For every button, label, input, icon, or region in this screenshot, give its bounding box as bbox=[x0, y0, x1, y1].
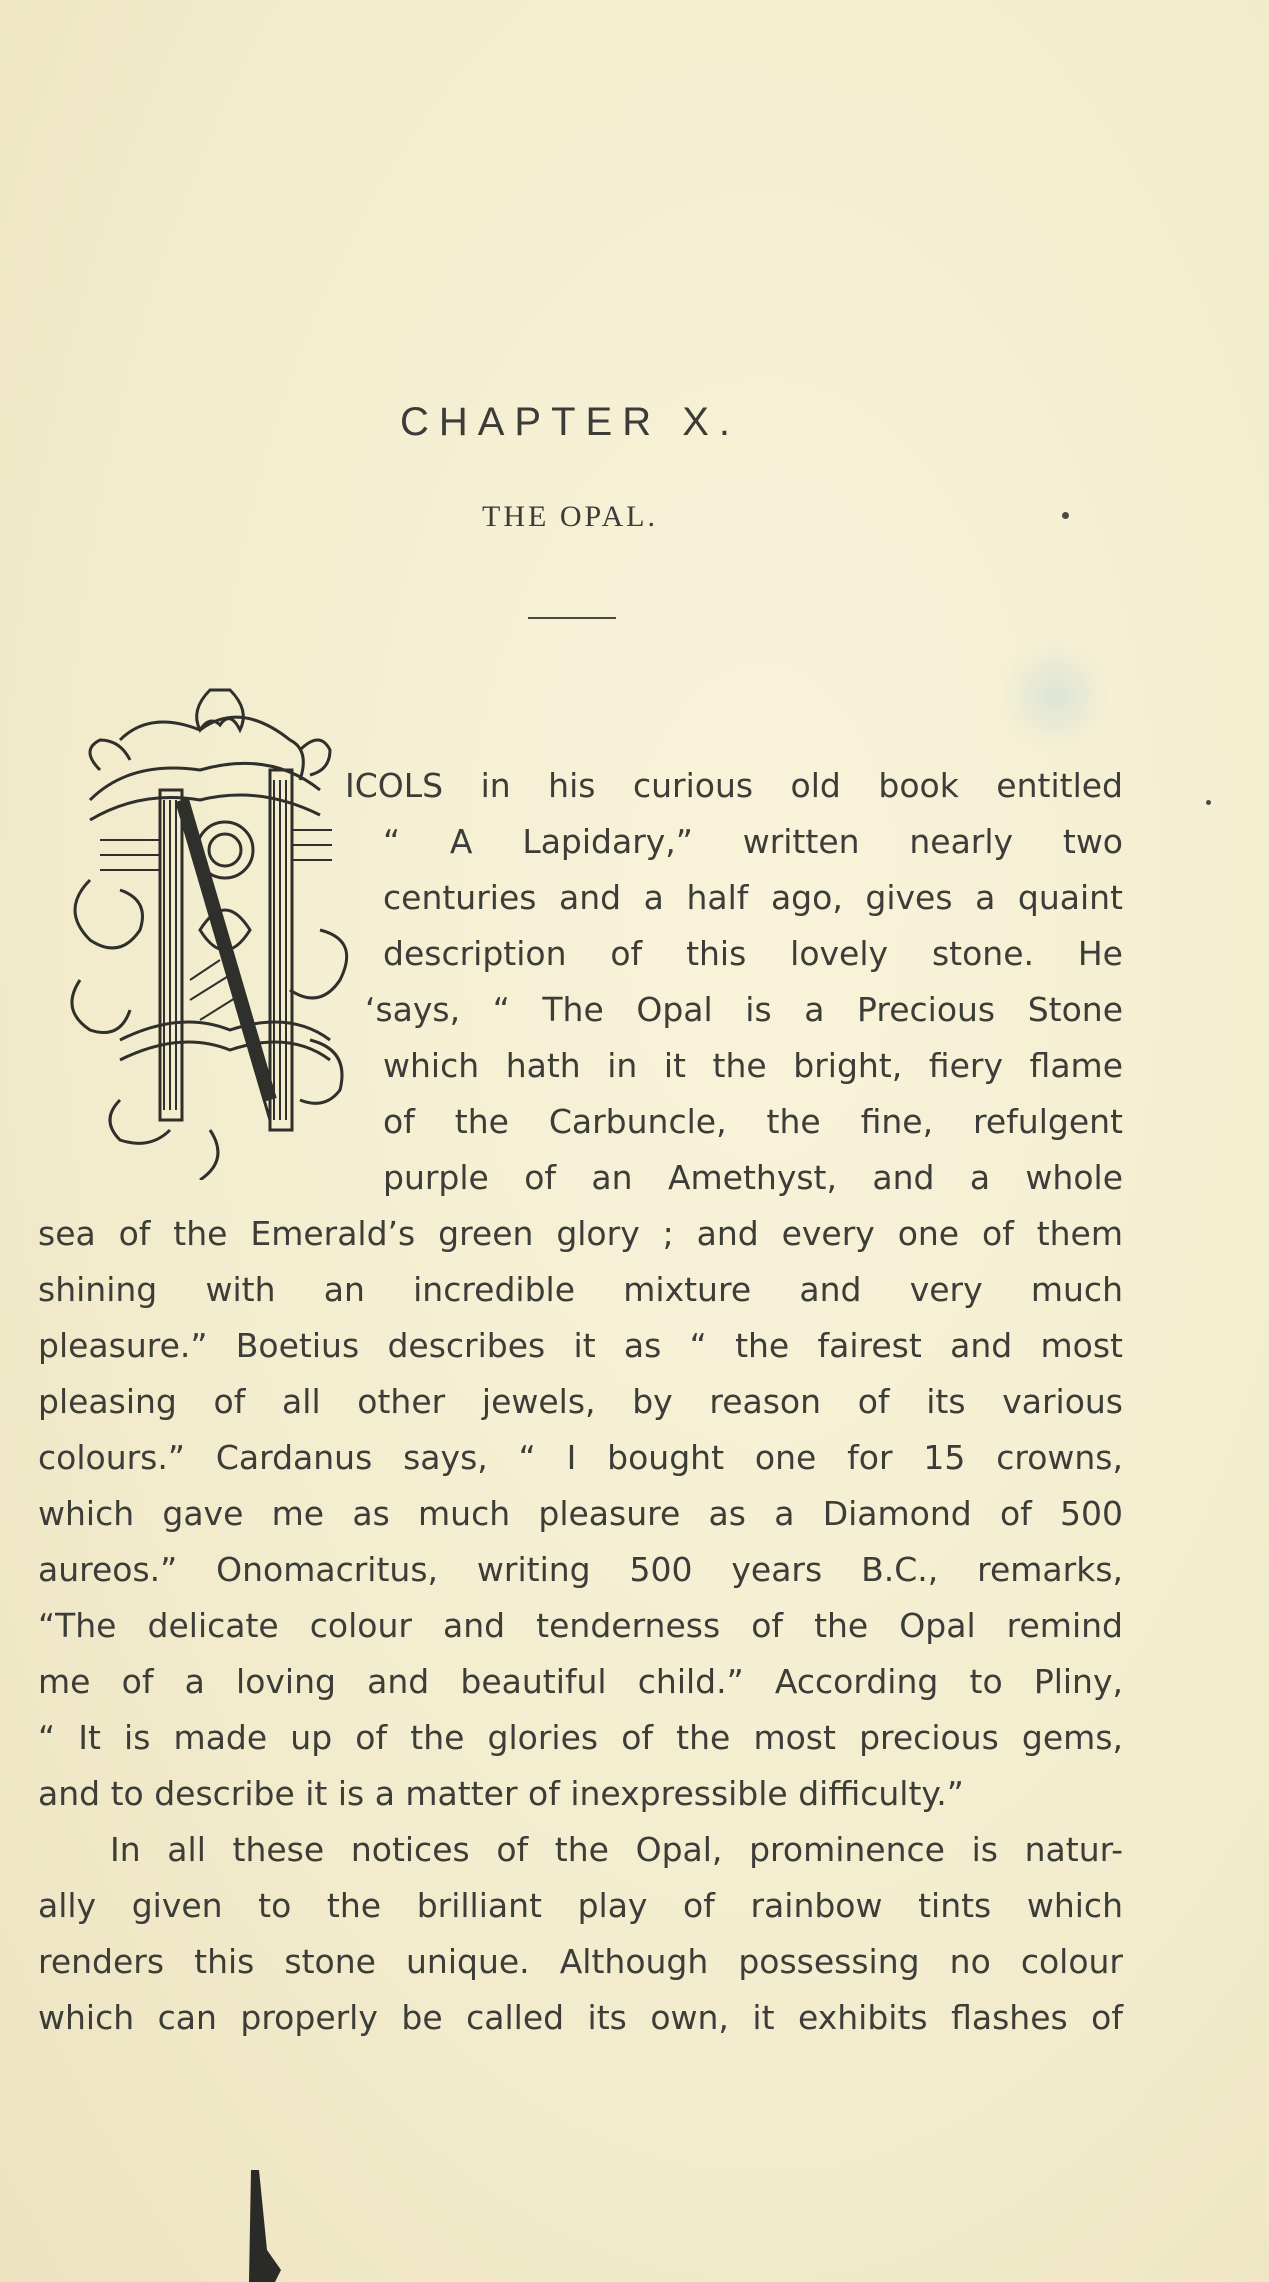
body-text-line: “ A Lapidary,” written nearly two bbox=[383, 822, 1123, 861]
ornamental-initial-n-icon bbox=[60, 680, 350, 1180]
body-text-line: colours.” Cardanus says, “ I bought one for 15 crowns, bbox=[38, 1438, 1123, 1477]
heading-rule bbox=[528, 617, 616, 619]
body-text-line: me of a loving and beautiful child.” According to Pliny, bbox=[38, 1662, 1123, 1701]
body-text-line: which gave me as much pleasure as a Diamond of 500 bbox=[38, 1494, 1123, 1533]
body-text-line: sea of the Emerald’s green glory ; and every one of them bbox=[38, 1214, 1123, 1253]
body-text-line: of the Carbuncle, the fine, refulgent bbox=[383, 1102, 1123, 1141]
body-text-line: which hath in it the bright, fiery flame bbox=[383, 1046, 1123, 1085]
body-text-line: “The delicate colour and tenderness of the Opal remind bbox=[38, 1606, 1123, 1645]
chapter-heading: CHAPTER X. bbox=[399, 400, 741, 444]
ink-speck bbox=[1062, 512, 1069, 519]
body-text-line: and to describe it is a matter of inexpressible difficulty.” bbox=[38, 1774, 964, 1813]
body-text-line: “ It is made up of the glories of the most precious gems, bbox=[38, 1718, 1123, 1757]
body-text-line: aureos.” Onomacritus, writing 500 years B.C., remarks, bbox=[38, 1550, 1123, 1589]
body-text-line: which can properly be called its own, it exhibits flashes of bbox=[38, 1998, 1123, 2037]
body-text-line: purple of an Amethyst, and a whole bbox=[383, 1158, 1123, 1197]
section-heading: THE OPAL. bbox=[482, 500, 658, 533]
body-text-line: pleasure.” Boetius describes it as “ the fairest and most bbox=[38, 1326, 1123, 1365]
body-text-line: In all these notices of the Opal, prominence is natur- bbox=[110, 1830, 1123, 1869]
body-text-line: ally given to the brilliant play of rainbow tints which bbox=[38, 1886, 1123, 1925]
body-text-line: ICOLS in his curious old book entitled bbox=[345, 766, 1123, 805]
ink-speck bbox=[1206, 800, 1211, 805]
body-text-line: renders this stone unique. Although possessing no colour bbox=[38, 1942, 1123, 1981]
body-text-line: pleasing of all other jewels, by reason of its various bbox=[38, 1382, 1123, 1421]
body-text-line: ‘says, “ The Opal is a Precious Stone bbox=[365, 990, 1123, 1029]
body-text-line: description of this lovely stone. He bbox=[383, 934, 1123, 973]
body-text-line: centuries and a half ago, gives a quaint bbox=[383, 878, 1123, 917]
paper-stain bbox=[1000, 640, 1110, 750]
page-artifact-mark bbox=[245, 2170, 285, 2282]
body-text-line: shining with an incredible mixture and very much bbox=[38, 1270, 1123, 1309]
